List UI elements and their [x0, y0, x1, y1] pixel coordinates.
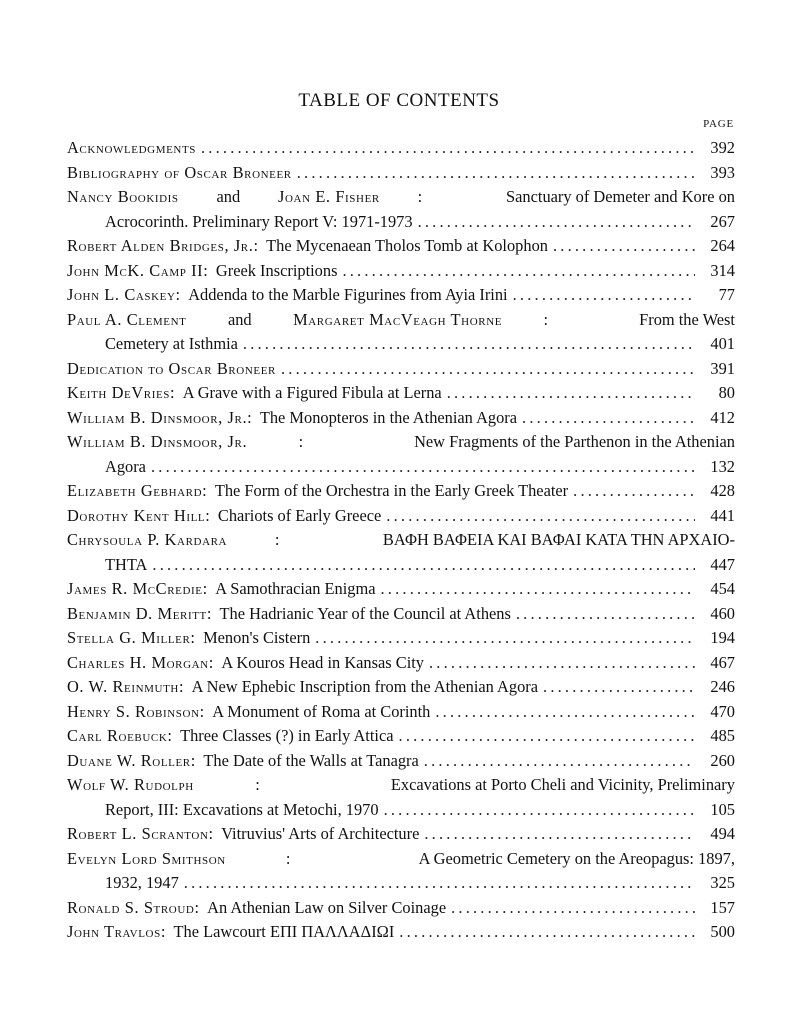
entry-author: William B. Dinsmoor, Jr.: [67, 432, 248, 451]
toc-entry-line: [67, 406, 735, 431]
toc-entry-line: [67, 259, 735, 284]
entry-author: Robert Alden Bridges, Jr.: [67, 236, 254, 255]
leader-dots: [399, 724, 695, 749]
toc-entry-line: [67, 283, 735, 308]
entry-title: Report, III: Excavations at Metochi, 1970: [105, 799, 379, 819]
entry-title: Agora: [105, 456, 146, 476]
toc-entry[interactable]: [67, 577, 735, 602]
toc-entry-line: [67, 161, 735, 186]
toc-entry-line: [67, 136, 735, 161]
entry-separator: :: [202, 579, 208, 598]
toc-entry[interactable]: [67, 136, 735, 161]
leader-dots: [315, 626, 695, 651]
entry-title: The Hadrianic Year of the Council at Athens: [219, 603, 511, 623]
entry-title: 1932, 1947: [105, 873, 179, 892]
entry-separator: :: [255, 775, 260, 794]
entry-page-number: 494: [710, 824, 735, 843]
entry-page-number: 260: [710, 750, 735, 770]
toc-entry-line: [67, 528, 735, 553]
page-column-header: PAGE: [703, 118, 734, 130]
toc-entry[interactable]: [67, 430, 735, 479]
entry-page-number: 428: [710, 481, 735, 500]
entry-separator: :: [160, 922, 166, 941]
entry-title: Chariots of Early Greece: [217, 505, 382, 525]
entry-page-number: 441: [710, 505, 735, 525]
entry-author: Benjamin D. Meritt: [67, 603, 207, 623]
toc-entry-continuation: [67, 332, 735, 357]
entry-separator: :: [206, 603, 212, 623]
entry-separator: :: [298, 432, 304, 451]
leader-dots: [201, 136, 695, 161]
entry-page-number: 401: [710, 334, 735, 353]
entry-page-number: 467: [710, 652, 735, 672]
leader-dots: [553, 234, 695, 259]
toc-entry-continuation: [67, 871, 735, 896]
toc-entry-line: [67, 185, 735, 210]
leader-dots: [543, 675, 695, 700]
toc-entry[interactable]: [67, 259, 735, 284]
toc-entry[interactable]: [67, 479, 735, 504]
leader-dots: [381, 577, 696, 602]
entry-author: James R. McCredie: [67, 579, 203, 598]
entry-page-number: 132: [710, 456, 735, 476]
leader-dots: [386, 504, 695, 529]
entry-title: Menon's Cistern: [203, 628, 311, 647]
entry-author: Paul A. Clement: [67, 309, 187, 329]
entry-separator: :: [247, 407, 252, 427]
entry-author: Stella G. Miller: [67, 628, 191, 647]
entry-author: Carl Roebuck: [67, 726, 168, 745]
entry-author: Evelyn Lord Smithson: [67, 848, 226, 868]
entry-page-number: 447: [710, 554, 735, 574]
entry-page-number: 392: [710, 138, 735, 157]
entry-separator: :: [285, 848, 291, 868]
toc-entry[interactable]: [67, 773, 735, 822]
leader-dots: [424, 749, 695, 774]
toc-entry-line: [67, 308, 735, 333]
entry-page-number: 157: [710, 897, 735, 917]
leader-dots: [384, 798, 695, 823]
entry-author: Chrysoula P. Kardara: [67, 530, 228, 549]
entry-title: From the West: [639, 309, 735, 329]
entry-separator: :: [543, 309, 549, 329]
leader-dots: [152, 553, 695, 578]
entry-page-number: 325: [710, 873, 735, 892]
toc-entry-continuation: [67, 798, 735, 823]
toc-entry[interactable]: [67, 234, 735, 259]
toc-entry-line: [67, 626, 735, 651]
entry-title: A Grave with a Figured Fibula at Lerna: [182, 383, 442, 402]
toc-entry-line: [67, 381, 735, 406]
leader-dots: [297, 161, 695, 186]
entry-separator: :: [253, 236, 259, 255]
entry-title: The Form of the Orchestra in the Early Greek Theater: [214, 481, 569, 500]
toc-entry[interactable]: [67, 504, 735, 529]
entry-separator: :: [205, 505, 210, 525]
toc-entry[interactable]: [67, 896, 735, 921]
entry-title: ΤΗΤΑ: [105, 554, 148, 574]
entry-title: New Fragments of the Parthenon in the Athenian: [414, 432, 735, 451]
entry-title: Excavations at Porto Cheli and Vicinity, Preliminary: [390, 775, 735, 794]
entry-author: Duane W. Roller: [67, 750, 191, 770]
entry-page-number: 470: [710, 701, 735, 721]
leader-dots: [151, 455, 695, 480]
toc-entry-line: [67, 822, 735, 847]
entry-title: Sanctuary of Demeter and Kore on: [506, 187, 735, 206]
toc-entry[interactable]: [67, 651, 735, 676]
entry-title: The Lawcourt ΕΠΙ ΠΑΛΛΑΔΙΩΙ: [173, 922, 395, 941]
entry-title: The Date of the Walls at Tanagra: [203, 750, 419, 770]
toc-entry-line: [67, 896, 735, 921]
entry-author: John Travlos: [67, 922, 161, 941]
toc-entry-line: [67, 234, 735, 259]
toc-entry-line: [67, 675, 735, 700]
toc-entry-line: [67, 602, 735, 627]
entry-author: Nancy Bookidis: [67, 187, 179, 206]
toc-entry-line: [67, 651, 735, 676]
toc-entry[interactable]: [67, 161, 735, 186]
entry-title: Greek Inscriptions: [215, 260, 338, 280]
leader-dots: [184, 871, 695, 896]
leader-dots: [451, 896, 695, 921]
leader-dots: [418, 210, 695, 235]
entry-separator: :: [175, 285, 181, 304]
entry-author: Margaret MacVeagh Thorne: [293, 309, 503, 329]
toc-entry[interactable]: [67, 357, 735, 382]
toc-entry-line: [67, 920, 735, 945]
entry-title: Acrocorinth. Preliminary Report V: 1971-1973: [105, 211, 413, 231]
leader-dots: [342, 259, 695, 284]
toc-entry-line: [67, 357, 735, 382]
entry-page-number: 194: [710, 628, 735, 647]
toc-entry[interactable]: [67, 749, 735, 774]
entry-title: Vitruvius' Arts of Architecture: [221, 824, 420, 843]
entry-page-number: 485: [710, 726, 735, 745]
entry-author: Ronald S. Stroud: [67, 897, 195, 917]
toc-entry[interactable]: [67, 185, 735, 234]
leader-dots: [429, 651, 695, 676]
entry-author: Joan E. Fisher: [278, 187, 380, 206]
entry-separator: :: [170, 383, 175, 402]
toc-entry[interactable]: [67, 283, 735, 308]
entry-separator: :: [208, 824, 214, 843]
entry-separator: :: [194, 897, 200, 917]
entry-title: Addenda to the Marble Figurines from Ayia Irini: [188, 285, 508, 304]
entry-conjunction: and: [227, 309, 252, 329]
entry-page-number: 264: [710, 236, 735, 255]
entry-author: Dorothy Kent Hill: [67, 505, 206, 525]
entry-page-number: 500: [710, 922, 735, 941]
toc-entry[interactable]: [67, 847, 735, 896]
entry-page-number: 246: [710, 677, 735, 696]
toc-entry[interactable]: [67, 528, 735, 577]
toc-entry-line: [67, 577, 735, 602]
entry-page-number: 391: [710, 358, 735, 378]
entry-author: Dedication to Oscar Broneer: [67, 358, 276, 378]
entry-author: John L. Caskey: [67, 285, 176, 304]
entry-separator: :: [190, 750, 196, 770]
leader-dots: [513, 283, 695, 308]
leader-dots: [447, 381, 695, 406]
entry-title: A Kouros Head in Kansas City: [221, 652, 424, 672]
entry-author: John McK. Camp II: [67, 260, 204, 280]
entry-title: An Athenian Law on Silver Coinage: [207, 897, 447, 917]
entry-title: ΒΑΦΗ ΒΑΦΕΙΑ ΚΑΙ ΒΑΦΑΙ ΚΑΤΑ ΤΗΝ ΑΡΧΑΙΟ-: [382, 530, 735, 549]
toc-entry[interactable]: [67, 700, 735, 725]
entry-author: Elizabeth Gebhard: [67, 481, 203, 500]
leader-dots: [573, 479, 695, 504]
entry-author: Charles H. Morgan: [67, 652, 209, 672]
toc-entry-line: [67, 479, 735, 504]
toc-entry-line: [67, 724, 735, 749]
page-title: TABLE OF CONTENTS: [298, 90, 500, 111]
entry-title: A Geometric Cemetery on the Areopagus: 1897,: [418, 848, 735, 868]
entry-separator: :: [190, 628, 195, 647]
toc-entry-continuation: [67, 455, 735, 480]
entry-page-number: 314: [710, 260, 735, 280]
entry-page-number: 267: [710, 211, 735, 231]
entry-separator: :: [417, 187, 423, 206]
entry-title: A Samothracian Enigma: [215, 579, 376, 598]
entry-title: A Monument of Roma at Corinth: [212, 701, 431, 721]
toc-entry-line: [67, 430, 735, 455]
entry-title: The Mycenaean Tholos Tomb at Kolophon: [266, 236, 548, 255]
toc-entry[interactable]: [67, 381, 735, 406]
entry-author: Henry S. Robinson: [67, 701, 200, 721]
leader-dots: [424, 822, 695, 847]
entry-page-number: 80: [718, 383, 735, 402]
entry-page-number: 105: [710, 799, 735, 819]
entry-author: Wolf W. Rudolph: [67, 775, 194, 794]
toc-entry[interactable]: [67, 675, 735, 700]
toc-entry[interactable]: [67, 822, 735, 847]
toc-entry[interactable]: [67, 308, 735, 357]
entry-separator: :: [203, 260, 208, 280]
leader-dots: [243, 332, 695, 357]
leader-dots: [281, 357, 695, 382]
toc-entry-line: [67, 749, 735, 774]
entry-page-number: 77: [718, 285, 735, 304]
toc-entry-line: [67, 773, 735, 798]
toc-entry[interactable]: [67, 724, 735, 749]
entry-page-number: 393: [710, 162, 735, 182]
entry-page-number: 460: [710, 603, 735, 623]
toc-entry[interactable]: [67, 920, 735, 945]
toc-entry-continuation: [67, 210, 735, 235]
leader-dots: [399, 920, 695, 945]
entry-separator: :: [274, 530, 280, 549]
entry-title: A New Ephebic Inscription from the Athenian Agora: [191, 677, 539, 696]
entry-title: Cemetery at Isthmia: [105, 334, 238, 353]
entry-conjunction: and: [216, 187, 241, 206]
entry-author: Acknowledgments: [67, 138, 196, 157]
entry-title: The Monopteros in the Athenian Agora: [259, 407, 518, 427]
leader-dots: [435, 700, 695, 725]
toc-entry[interactable]: [67, 626, 735, 651]
entry-separator: :: [202, 481, 207, 500]
entry-page-number: 412: [710, 407, 735, 427]
entry-page-number: 454: [710, 579, 735, 598]
entry-author: William B. Dinsmoor, Jr.: [67, 407, 248, 427]
leader-dots: [516, 602, 695, 627]
entry-author: Robert L. Scranton: [67, 824, 209, 843]
toc-entry-line: [67, 847, 735, 872]
entry-separator: :: [178, 677, 184, 696]
entry-author: O. W. Reinmuth: [67, 677, 179, 696]
toc-entry[interactable]: [67, 406, 735, 431]
toc-entry[interactable]: [67, 602, 735, 627]
leader-dots: [522, 406, 695, 431]
toc-list: [67, 136, 735, 945]
entry-author: Bibliography of Oscar Broneer: [67, 162, 292, 182]
toc-entry-continuation: [67, 553, 735, 578]
entry-separator: :: [167, 726, 172, 745]
entry-author: Keith DeVries: [67, 383, 171, 402]
entry-separator: :: [199, 701, 205, 721]
entry-separator: :: [208, 652, 214, 672]
toc-entry-line: [67, 504, 735, 529]
entry-title: Three Classes (?) in Early Attica: [180, 726, 394, 745]
toc-entry-line: [67, 700, 735, 725]
